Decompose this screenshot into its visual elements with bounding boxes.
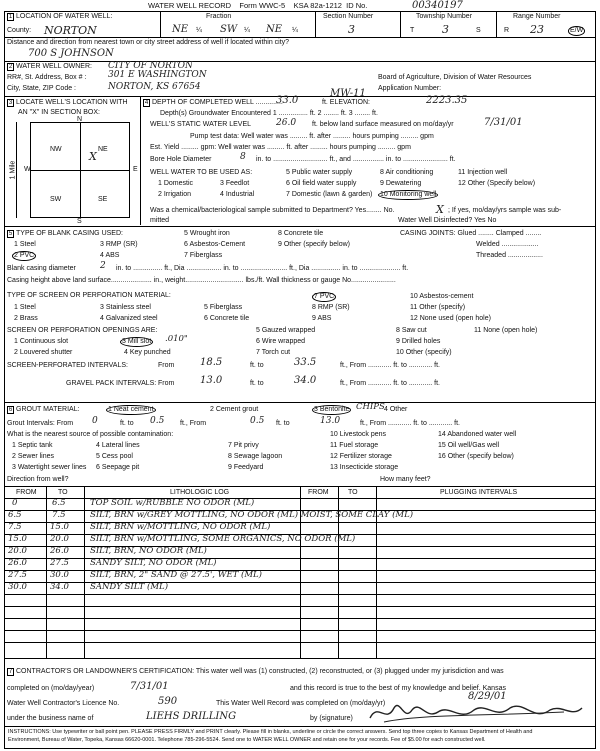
grout-to2-value: 13.0 — [320, 416, 341, 426]
form-title: WATER WELL RECORD Form WWC-5 KSA 82a-1212 ID No. — [148, 1, 368, 10]
bore-value: 8 — [240, 152, 246, 162]
lithologic-log-header: LITHOLOGIC LOG — [170, 489, 230, 496]
log-row-from: 7.5 — [8, 522, 22, 532]
section-4-label: 4 DEPTH OF COMPLETED WELL .............. — [144, 99, 283, 106]
log-from-header: FROM — [16, 489, 37, 496]
signature-icon — [364, 696, 588, 728]
application-label: Application Number: — [378, 85, 442, 92]
src-7: 7 Pit privy — [228, 442, 259, 449]
use-3: 3 Feedlot — [220, 180, 250, 187]
grout-intervals-label: Grout Intervals: From — [7, 420, 74, 427]
spi-suffix: ft., From ............ ft. to ............ ft. — [340, 362, 440, 369]
disinfected-label: Water Well Disinfected? Yes No — [398, 217, 497, 224]
distance-label: Distance and direction from nearest town or city street address of well if located within city? — [7, 39, 290, 46]
mitted-label: mitted — [150, 217, 170, 224]
src-13: 13 Insecticide storage — [330, 464, 399, 471]
src-5: 5 Cess pool — [96, 453, 133, 460]
use-5: 5 Public water supply — [286, 169, 353, 176]
log-row-to: 30.0 — [50, 570, 69, 580]
chemical-no-mark: X — [436, 203, 444, 216]
contamination-label: What is the nearest source of possible contamination: — [7, 431, 174, 438]
screen-9: 9 ABS — [312, 315, 332, 322]
elevation-label: ft. ELEVATION: — [322, 99, 370, 106]
static-value: 26.0 — [276, 118, 297, 128]
owner-value: CITY OF NORTON — [108, 61, 193, 71]
casing-9: 9 Other (specify below) — [278, 241, 350, 248]
section-value: 3 — [348, 23, 355, 36]
casing-joints: CASING JOINTS: Glued ........ Clamped ........ — [400, 230, 542, 237]
log-row-to: 6.5 — [52, 498, 66, 508]
se-label: SE — [98, 196, 108, 203]
grout-2: 2 Cement grout — [210, 406, 259, 413]
screen-material-label: TYPE OF SCREEN OR PERFORATION MATERIAL: — [7, 292, 171, 299]
src-10: 10 Livestock pens — [330, 431, 387, 438]
gpi-label: GRAVEL PACK INTERVALS: — [66, 380, 157, 387]
west-label: W — [24, 166, 31, 173]
casing-8: 8 Concrete tile — [278, 230, 324, 237]
address-value: 301 E WASHINGTON — [108, 70, 207, 80]
use-9: 9 Dewatering — [380, 180, 422, 187]
section-3-label: 3 LOCATE WELL'S LOCATION WITH — [8, 99, 128, 106]
src-3: 3 Watertight sewer lines — [12, 464, 87, 471]
spi-from-value: 18.5 — [200, 357, 223, 368]
quarter-symbol: ¼ — [292, 27, 298, 34]
src-15: 15 Oil well/Gas well — [438, 442, 500, 449]
opening-9: 9 Drilled holes — [396, 338, 441, 345]
fraction-2: SW — [220, 24, 238, 35]
casing-3: 3 RMP (SR) — [100, 241, 138, 248]
opening-5: 5 Gauzed wrapped — [256, 327, 316, 334]
log-row-from: 20.0 — [8, 546, 27, 556]
grout-to2-label: ft. to — [276, 420, 290, 427]
elevation-value: 2223.35 — [426, 95, 468, 106]
log-row-desc: TOP SOIL w/RUBBLE NO ODOR (ML) — [90, 498, 255, 508]
county-value: NORTON — [44, 24, 97, 37]
opening-6: 6 Wire wrapped — [256, 338, 306, 345]
screen-7-circled: 7 PVC — [314, 293, 335, 300]
use-label: WELL WATER TO BE USED AS: — [150, 169, 253, 176]
knowledge-text: and this record is true to the best of my knowledge and belief. Kansas — [290, 685, 506, 692]
opening-2: 2 Louvered shutter — [14, 349, 73, 356]
log-row-from: 6.5 — [8, 510, 22, 520]
blank-diameter-suffix: in. to ............... ft., Dia .................. in. to ........................ ft., Dia ............... in. to ..................... ft. — [116, 265, 409, 272]
src-8: 8 Sewage lagoon — [228, 453, 283, 460]
use-1: 1 Domestic — [158, 180, 194, 187]
src-9: 9 Feedyard — [228, 464, 264, 471]
grout-suffix: ft., From ............ ft. to ............ ft. — [360, 420, 460, 427]
gpi-from-value: 13.0 — [200, 375, 223, 386]
log-row-from: 0 — [12, 498, 18, 508]
groundwater-line: Depth(s) Groundwater Encountered 1 ............... ft. 2 ........ ft. 3 ........ ft. — [160, 110, 378, 117]
casing-height-line: Casing height above land surface..................... in., weight.............................. lbs./ft. Wall thickness or gauge No....................... — [7, 277, 396, 284]
opening-11: 11 None (open hole) — [474, 327, 538, 334]
src-14: 14 Abandoned water well — [438, 431, 517, 438]
spi-label: SCREEN-PERFORATED INTERVALS: — [7, 362, 128, 369]
chemical-suffix: ; If yes, mo/day/yrs sample was sub- — [448, 207, 562, 214]
screen-6: 6 Concrete tile — [204, 315, 250, 322]
chemical-sample-line: Was a chemical/bacteriological sample submitted to Department? Yes........ No. — [150, 207, 395, 214]
use-8: 8 Air conditioning — [380, 169, 434, 176]
src-1: 1 Septic tank — [12, 442, 53, 449]
log-row-from: 15.0 — [8, 534, 27, 544]
casing-6: 6 Asbestos-Cement — [184, 241, 246, 248]
casing-5: 5 Wrought iron — [184, 230, 230, 237]
screen-4: 4 Galvanized steel — [100, 315, 158, 322]
distance-value: 700 S JOHNSON — [28, 48, 114, 59]
ew-circled: E/W — [570, 27, 584, 34]
grout-to-value: 0.5 — [150, 416, 165, 426]
nw-label: NW — [50, 146, 62, 153]
use-2: 2 Irrigation — [158, 191, 192, 198]
south-label: S — [77, 218, 82, 225]
openings-label: SCREEN OR PERFORATION OPENINGS ARE: — [7, 327, 158, 334]
grout-from2-label: ft., From — [180, 420, 207, 427]
log-row-from: 30.0 — [8, 582, 27, 592]
slot-size: .010" — [165, 334, 188, 344]
static-date: 7/31/01 — [484, 117, 523, 128]
direction-label: Direction from well? — [7, 476, 69, 483]
casing-4: 4 ABS — [100, 252, 120, 259]
city-value: NORTON, KS 67654 — [108, 82, 201, 92]
s-label: S — [476, 27, 481, 34]
range-label: Range Number — [513, 13, 561, 20]
east-label: E — [133, 166, 138, 173]
src-12: 12 Fertilizer storage — [330, 453, 392, 460]
static-suffix: ft. below land surface measured on mo/day/yr — [312, 121, 454, 128]
section-6-label: 6 GROUT MATERIAL: — [8, 406, 80, 413]
section-5-label: 5 TYPE OF BLANK CASING USED: — [8, 230, 123, 237]
section-1-label: 1 LOCATION OF WATER WELL: — [8, 13, 113, 20]
depth-value: 33.0 — [276, 95, 299, 106]
screen-2: 2 Brass — [14, 315, 38, 322]
board-label: Board of Agriculture, Division of Water Resources — [378, 74, 532, 81]
section-2-label: 2 WATER WELL OWNER: — [8, 63, 92, 70]
use-10-circled: 10 Monitoring well — [380, 191, 437, 198]
section-7-line1: 7 CONTRACTOR'S OR LANDOWNER'S CERTIFICATION: This water well was (1) constructed, (2) reconstructed, or (3) plugged under my jurisdiction and was — [8, 668, 504, 675]
instructions-line1: INSTRUCTIONS: Use typewriter or ball point pen. PLEASE PRESS FIRMLY and PRINT clearly. Please fill in blanks, underline or circle the correct answers. Send top three copies to Kansas Department of Health and — [8, 729, 533, 735]
casing-7: 7 Fiberglass — [184, 252, 223, 259]
grout-4: 4 Other — [384, 406, 408, 413]
use-7: 7 Domestic (lawn & garden) — [286, 191, 373, 198]
casing-1: 1 Steel — [14, 241, 36, 248]
src-4: 4 Lateral lines — [96, 442, 140, 449]
mile-label: 1 Mile — [9, 160, 17, 180]
src-16: 16 Other (specify below) — [438, 453, 514, 460]
grout-1-circled: 1 Neat cement — [108, 406, 154, 413]
fraction-1: NE — [172, 24, 189, 35]
log-row-to: 20.0 — [50, 534, 69, 544]
log-row-to: 7.5 — [52, 510, 66, 520]
gpi-to-value: 34.0 — [294, 375, 317, 386]
id-number: 00340197 — [412, 0, 463, 11]
log-row-desc: SILT, BRN, 2" SAND @ 27.5', WET (ML) — [90, 570, 262, 580]
location-x-mark: X — [89, 150, 97, 163]
record-completed-label: This Water Well Record was completed on (mo/day/yr) — [216, 700, 386, 707]
opening-4: 4 Key punched — [124, 349, 171, 356]
opening-10: 10 Other (specify) — [396, 349, 452, 356]
log-to-header: TO — [58, 489, 68, 496]
range-value: 23 — [530, 23, 544, 36]
how-many-feet-label: How many feet? — [380, 476, 431, 483]
spi-from-label: From — [158, 362, 175, 369]
use-11: 11 Injection well — [458, 169, 508, 176]
grout-to-label: ft. to — [120, 420, 134, 427]
r-label: R — [504, 27, 510, 34]
log-row-from: 26.0 — [8, 558, 27, 568]
grout-from2-value: 0.5 — [250, 416, 265, 426]
yield-line: Est. Yield ......... gpm: Well water was ......... ft. after ......... hours pumping ......... gpm — [150, 144, 411, 151]
opening-8: 8 Saw cut — [396, 327, 427, 334]
log-row-to: 26.0 — [50, 546, 69, 556]
use-6: 6 Oil field water supply — [286, 180, 357, 187]
gpi-to-label: ft. to — [250, 380, 264, 387]
log-row-to: 27.5 — [50, 558, 69, 568]
log-row-to: 34.0 — [50, 582, 69, 592]
completed-date: 7/31/01 — [130, 681, 169, 692]
ne-label: NE — [98, 146, 108, 153]
screen-3: 3 Stainless steel — [100, 304, 151, 311]
quarter-symbol: ¼ — [244, 27, 250, 34]
log-row-desc: SANDY SILT, NO ODOR (ML) — [90, 558, 217, 568]
opening-3-circled: 3 Mill slot — [122, 338, 152, 345]
business-name-label: under the business name of — [7, 715, 94, 722]
log-row-to: 15.0 — [50, 522, 69, 532]
signature-label: by (signature) — [310, 715, 353, 722]
screen-8: 8 RMP (SR) — [312, 304, 350, 311]
opening-7: 7 Torch cut — [256, 349, 291, 356]
business-name-value: LIEHS DRILLING — [146, 711, 237, 722]
blank-diameter-label: Blank casing diameter — [7, 265, 76, 272]
threaded-label: Threaded .................. — [476, 252, 543, 259]
completed-label: completed on (mo/day/year) — [7, 685, 95, 692]
instructions-line2: Environment, Bureau of Water, Topeka, Kansas 66620-0001. Telephone 785-296-5524. Send one to WATER WELL OWNER and retain one for your records. Fee of $5.00 for each constructed well. — [8, 737, 486, 743]
blank-diameter-value: 2 — [100, 261, 106, 271]
log-row-from: 27.5 — [8, 570, 27, 580]
pump-test-line: Pump test data: Well water was ......... ft. after ......... hours pumping ......... gpm — [190, 133, 434, 140]
county-label: County: — [7, 27, 32, 34]
mw-value: MW-11 — [330, 88, 366, 99]
static-label: WELL'S STATIC WATER LEVEL — [150, 121, 252, 128]
bore-label: Bore Hole Diameter — [150, 156, 212, 163]
log-row-desc: SILT, BRN w/GREY MOTTLING, NO ODOR (ML) MOIST, SOME CLAY (ML) — [90, 510, 414, 520]
township-value: 3 — [442, 23, 449, 36]
log-row-desc: SILT, BRN, NO ODOR (ML) — [90, 546, 207, 556]
grout-from-value: 0 — [92, 416, 98, 426]
log-row-desc: SILT, BRN w/MOTTLING, SOME ORGANICS, NO ODOR (ML) — [90, 534, 356, 544]
spi-to-value: 33.5 — [294, 357, 317, 368]
plug-from-header: FROM — [308, 489, 329, 496]
log-row-desc: SANDY SILT (ML) — [90, 582, 169, 592]
welded-label: Welded ................... — [476, 241, 539, 248]
north-label: N — [77, 116, 83, 123]
fraction-3: NE — [266, 24, 283, 35]
licence-number: 590 — [158, 696, 178, 707]
licence-label: Water Well Contractor's Licence No. — [7, 700, 120, 707]
city-label: City, State, ZIP Code : — [7, 85, 76, 92]
spi-to-label: ft. to — [250, 362, 264, 369]
screen-10: 10 Asbestos-cement — [410, 293, 474, 300]
screen-11: 11 Other (specify) — [410, 304, 466, 311]
grout-chips: CHIPS — [356, 402, 385, 412]
section-3-sub: AN "X" IN SECTION BOX: — [18, 109, 100, 116]
casing-2-circled: 2 PVC — [14, 252, 35, 259]
quarter-symbol: ¼ — [196, 27, 202, 34]
src-6: 6 Seepage pit — [96, 464, 140, 471]
record-completed-date: 8/29/01 — [468, 691, 507, 702]
src-11: 11 Fuel storage — [330, 442, 379, 449]
grout-3-circled: 3 Bentonite — [314, 406, 350, 413]
log-row-desc: SILT, BRN w/MOTTLING, NO ODOR (ML) — [90, 522, 271, 532]
use-12: 12 Other (Specify below) — [458, 180, 536, 187]
screen-12: 12 None used (open hole) — [410, 315, 491, 322]
fraction-label: Fraction — [206, 13, 232, 20]
address-label: RR#, St. Address, Box # : — [7, 74, 87, 81]
sw-label: SW — [50, 196, 62, 203]
screen-1: 1 Steel — [14, 304, 36, 311]
use-4: 4 Industrial — [220, 191, 255, 198]
section-number-label: Section Number — [323, 13, 374, 20]
screen-5: 5 Fiberglass — [204, 304, 243, 311]
gpi-from-label: From — [158, 380, 175, 387]
opening-1: 1 Continuous slot — [14, 338, 69, 345]
bore-suffix: in. to ............................ ft., and ................ in. to ....................... ft. — [256, 156, 456, 163]
src-2: 2 Sewer lines — [12, 453, 55, 460]
township-label: Township Number — [416, 13, 473, 20]
t-label: T — [410, 27, 415, 34]
plugging-intervals-header: PLUGGING INTERVALS — [440, 489, 518, 496]
gpi-suffix: ft., From ............ ft. to ............ ft. — [340, 380, 440, 387]
plug-to-header: TO — [348, 489, 358, 496]
